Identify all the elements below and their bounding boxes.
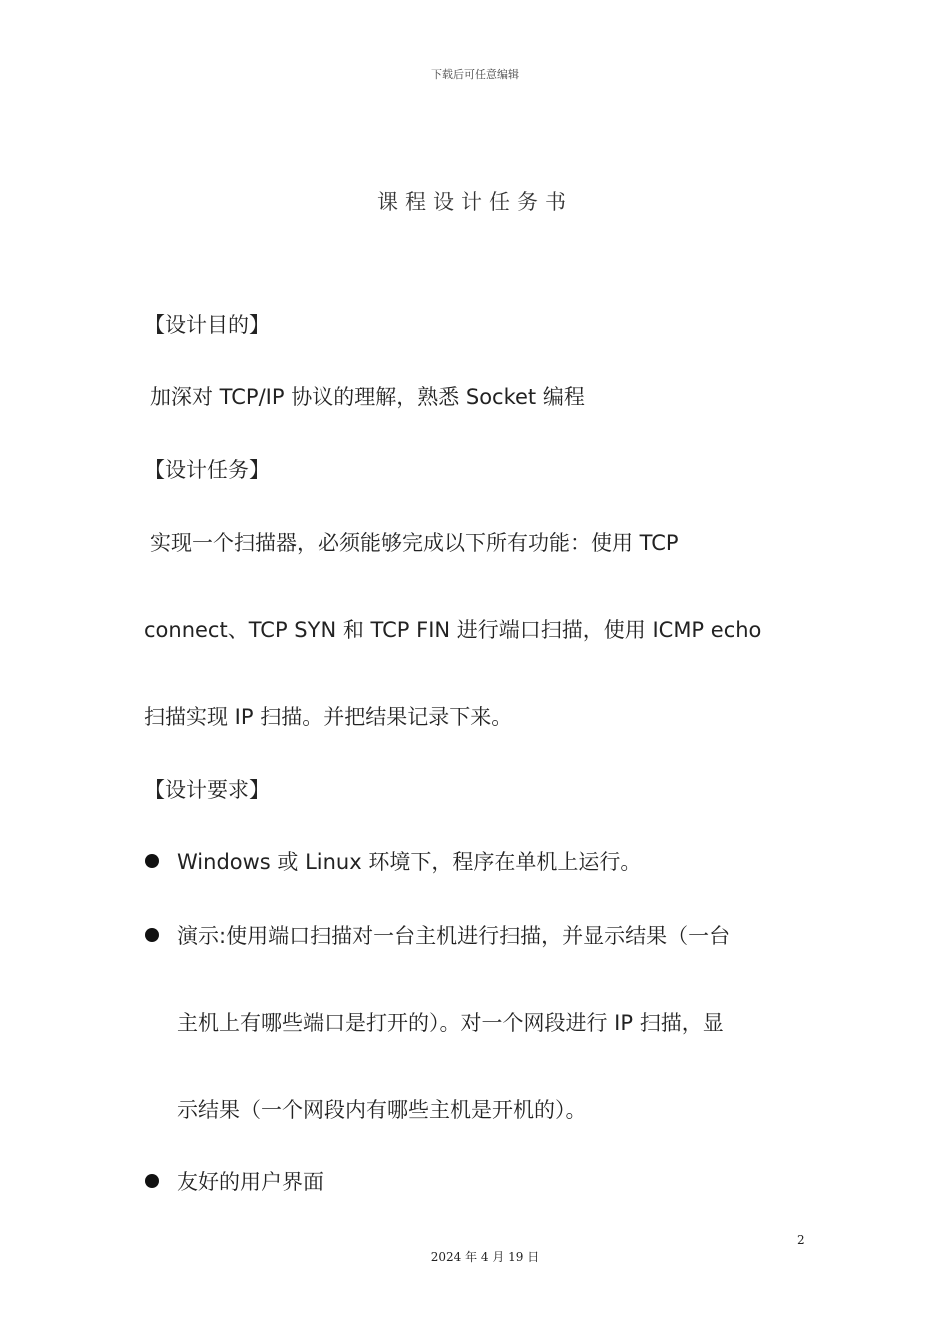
- bullet-dot: [145, 1174, 159, 1188]
- requirement-item-1: Windows 或 Linux 环境下，程序在单机上运行。: [177, 850, 642, 874]
- footer-date: 2024 年 4 月 19 日: [430, 1250, 540, 1264]
- task-line-2: connect、TCP SYN 和 TCP FIN 进行端口扫描，使用 ICMP echo: [144, 618, 762, 642]
- section-heading-task: 【设计任务】: [144, 458, 270, 482]
- bullet-dot: [145, 928, 159, 942]
- section-heading-requirements: 【设计要求】: [144, 778, 270, 802]
- requirement-item-2-line-2: 主机上有哪些端口是打开的）。对一个网段进行 IP 扫描，显: [177, 1011, 724, 1035]
- requirement-item-2-line-1: 演示:使用端口扫描对一台主机进行扫描，并显示结果（一台: [177, 924, 731, 948]
- document-title: 课程设计任务书: [377, 190, 573, 214]
- task-line-1: 实现一个扫描器，必须能够完成以下所有功能：使用 TCP: [150, 531, 679, 555]
- section-heading-purpose: 【设计目的】: [144, 313, 270, 337]
- requirement-item-2-line-3: 示结果（一个网段内有哪些主机是开机的）。: [177, 1098, 587, 1122]
- page-number: 2: [797, 1233, 805, 1247]
- bullet-dot: [145, 854, 159, 868]
- header-note: 下载后可任意编辑: [431, 68, 519, 81]
- requirement-item-3: 友好的用户界面: [177, 1170, 324, 1194]
- purpose-line: 加深对 TCP/IP 协议的理解，熟悉 Socket 编程: [150, 385, 585, 409]
- task-line-3: 扫描实现 IP 扫描。并把结果记录下来。: [144, 705, 513, 729]
